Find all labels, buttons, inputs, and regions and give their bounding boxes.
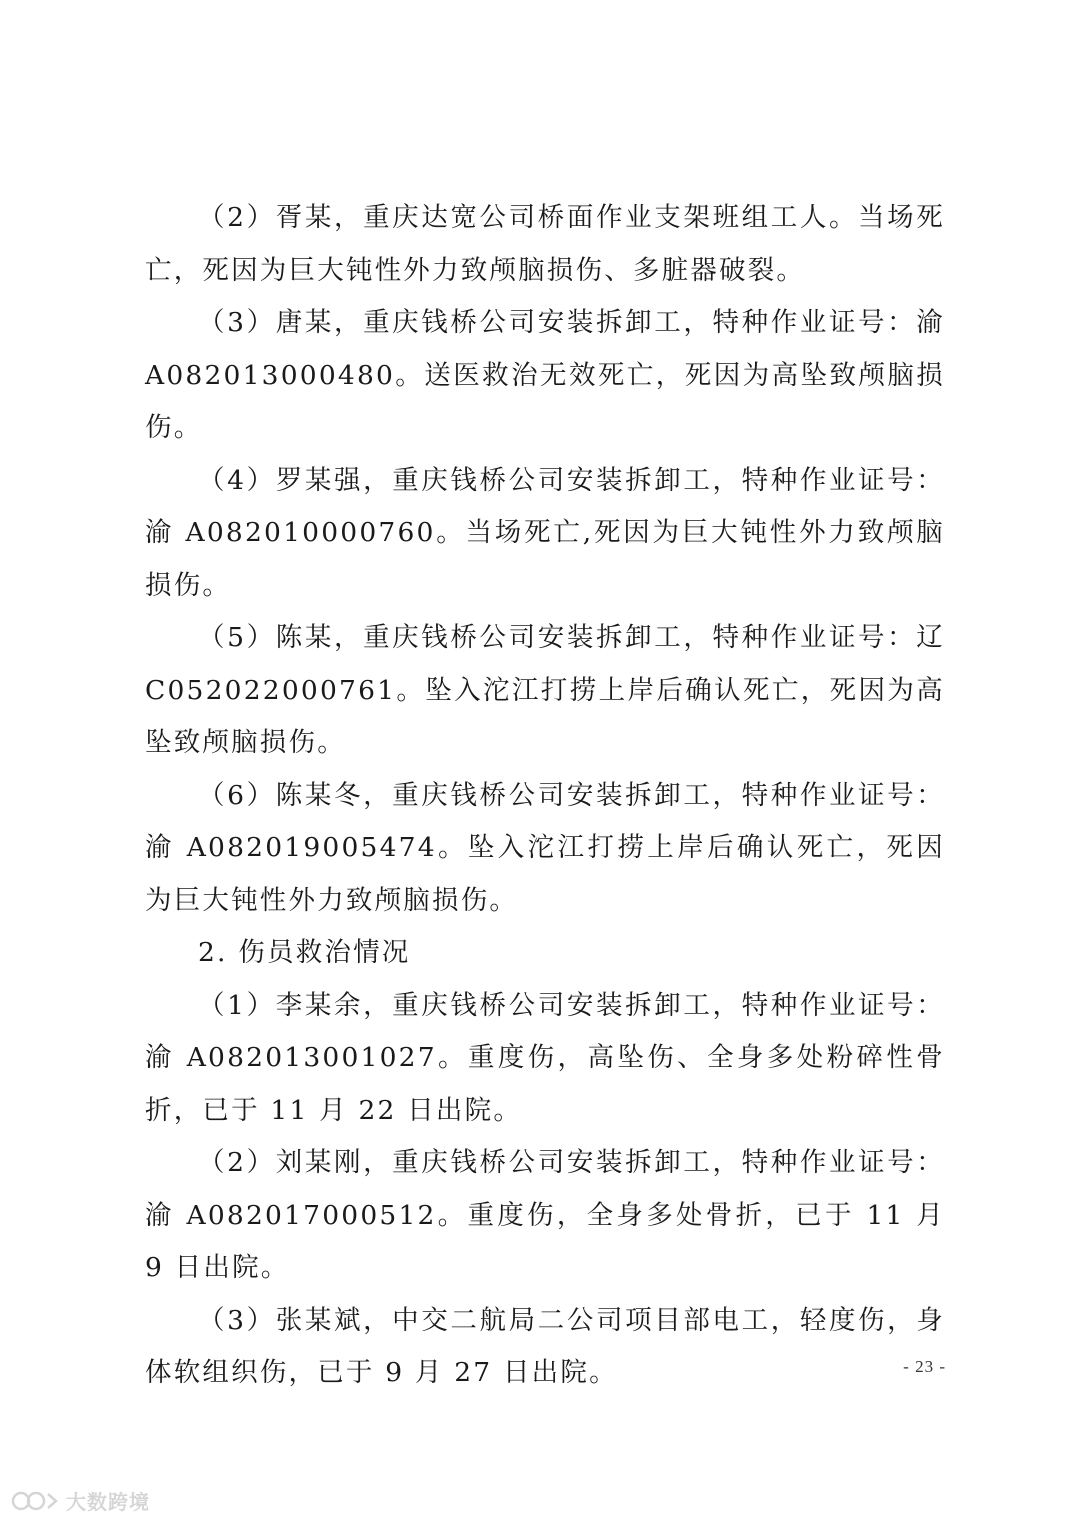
paragraph-injured-1: （1）李某余，重庆钱桥公司安装拆卸工，特种作业证号：渝 A082013001027。重度伤，高坠伤、全身多处粉碎性骨折，已于 11 月 22 日出院。 xyxy=(145,989,945,1126)
paragraph-victim-2: （2）胥某，重庆达宽公司桥面作业支架班组工人。当场死亡，死因为巨大钝性外力致颅脑损伤、多脏器破裂。 xyxy=(145,202,945,286)
paragraph-injured-3: （3）张某斌，中交二航局二公司项目部电工，轻度伤，身体软组织伤，已于 9 月 27 日出院。 xyxy=(145,1304,945,1388)
paragraph-victim-4: （4）罗某强，重庆钱桥公司安装拆卸工，特种作业证号：渝 A082010000760。当场死亡,死因为巨大钝性外力致颅脑损伤。 xyxy=(145,464,945,601)
section-heading-injured-treatment: 2. 伤员救治情况 xyxy=(198,937,411,968)
page-number: - 23 - xyxy=(903,1357,946,1376)
paragraph-injured-2: （2）刘某刚，重庆钱桥公司安装拆卸工，特种作业证号：渝 A082017000512。重度伤，全身多处骨折，已于 11 月 9 日出院。 xyxy=(145,1147,945,1283)
paragraph-victim-5: （5）陈某，重庆钱桥公司安装拆卸工，特种作业证号：辽C052022000761。坠入沱江打捞上岸后确认死亡，死因为高坠致颅脑损伤。 xyxy=(145,622,945,758)
document-body xyxy=(145,192,945,1400)
paragraph-victim-6: （6）陈某冬，重庆钱桥公司安装拆卸工，特种作业证号：渝 A082019005474。坠入沱江打捞上岸后确认死亡，死因为巨大钝性外力致颅脑损伤。 xyxy=(145,779,945,916)
watermark-logo-icon xyxy=(10,1490,62,1512)
watermark xyxy=(10,1486,150,1515)
paragraph-victim-3: （3）唐某，重庆钱桥公司安装拆卸工，特种作业证号：渝A082013000480。送医救治无效死亡，死因为高坠致颅脑损伤。 xyxy=(145,307,945,443)
watermark-text: 大数跨境 xyxy=(66,1490,150,1514)
